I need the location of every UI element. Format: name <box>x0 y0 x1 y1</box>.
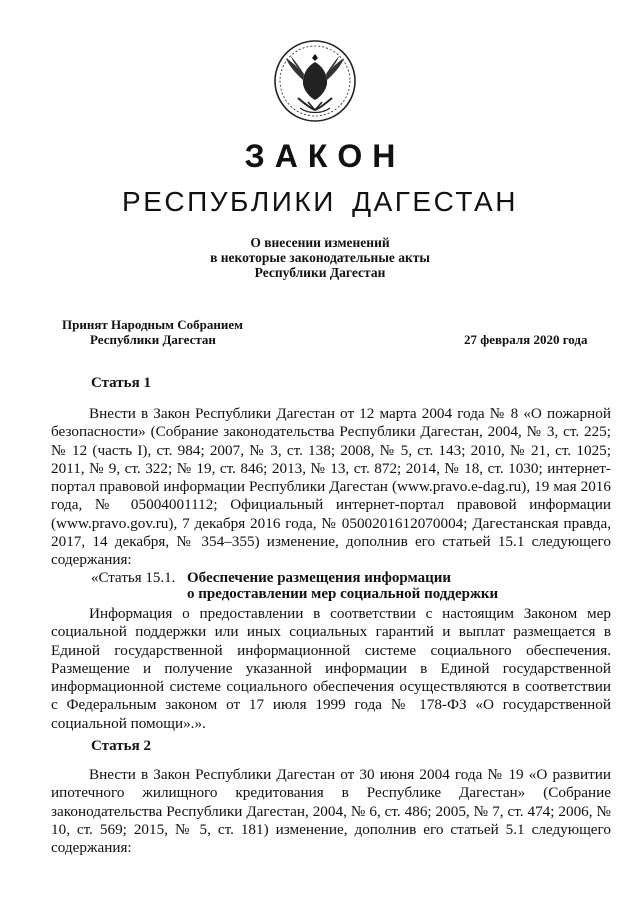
new-article-title-line1: Обеспечение размещения информации <box>187 570 452 586</box>
article-2-heading: Статья 2 <box>91 738 151 754</box>
article-2-text: Внести в Закон Республики Дагестан от 30 июня 2004 года № 19 «О развитии ипотечного жилищного кредитования в Республике Дагестан» (Собрание законодательства Республики Дагестан, 2004, № 6, ст. 486; 2005, № 7, ст. 474; 2006, № 10, ст. 569; 2015, № 5, ст. 181) изменение, дополнив его статьей 5.1 следующего содержания: <box>51 766 611 857</box>
document-title: ЗАКОН <box>244 138 406 174</box>
subject-line: в некоторые законодательные акты <box>210 250 430 265</box>
article-1-heading: Статья 1 <box>91 375 151 391</box>
subject-line: О внесении изменений <box>250 235 390 250</box>
document-republic: РЕСПУБЛИКИ ДАГЕСТАН <box>122 186 518 217</box>
subject-line: Республики Дагестан <box>254 265 386 280</box>
adopted-by-line2: Республики Дагестан <box>90 332 216 347</box>
new-article-number: «Статья 15.1. <box>91 570 176 586</box>
adoption-date: 27 февраля 2020 года <box>464 332 588 347</box>
adopted-by-line1: Принят Народным Собранием <box>62 317 244 332</box>
article-1-text: Внести в Закон Республики Дагестан от 12 марта 2004 года № 8 «О пожарной безопасности» (Собрание законодательства Республики Дагестан, 2004, № 3, ст. 225; № 12 (часть I), ст. 984; 2007, № 3, ст. 138; 2008, № 5, ст. 143; 2010, № 21, ст. 1025; 2011, № 9, ст. 322; № 19, ст. 846; 2013, № 13, ст. 872; 2014, № 18, ст. 1030; интернет-портал правовой информации Республики Дагестан (www.pravo.e-dag.ru), 19 мая 2016 года, № 05004001112; Официальный интернет-портал правовой информации (www.pravo.gov.ru), 7 декабря 2016 года, № 0500201612070004; Дагестанская правда, 2017, 14 декабря, № 354–355) изменение, дополнив его статьей 15.1 следующего содержания: <box>51 405 611 569</box>
new-article-text: Информация о предоставлении в соответствии с настоящим Законом мер социальной поддержки или иных социальных гарантий и выплат размещается в Единой государственной информационной системе социального обеспечения. Размещение и получение указанной информации в Единой государственной информационной системе социального обеспечения осуществляются в соответствии с Федеральным законом от 17 июля 1999 года № 178-ФЗ «О государственной социальной помощи».». <box>51 605 611 732</box>
new-article-title-line2: о предоставлении мер социальной поддержки <box>187 586 499 602</box>
coat-of-arms-eagle-icon <box>270 38 360 124</box>
new-article-15-1-heading <box>91 570 498 602</box>
document-subject <box>0 235 640 280</box>
